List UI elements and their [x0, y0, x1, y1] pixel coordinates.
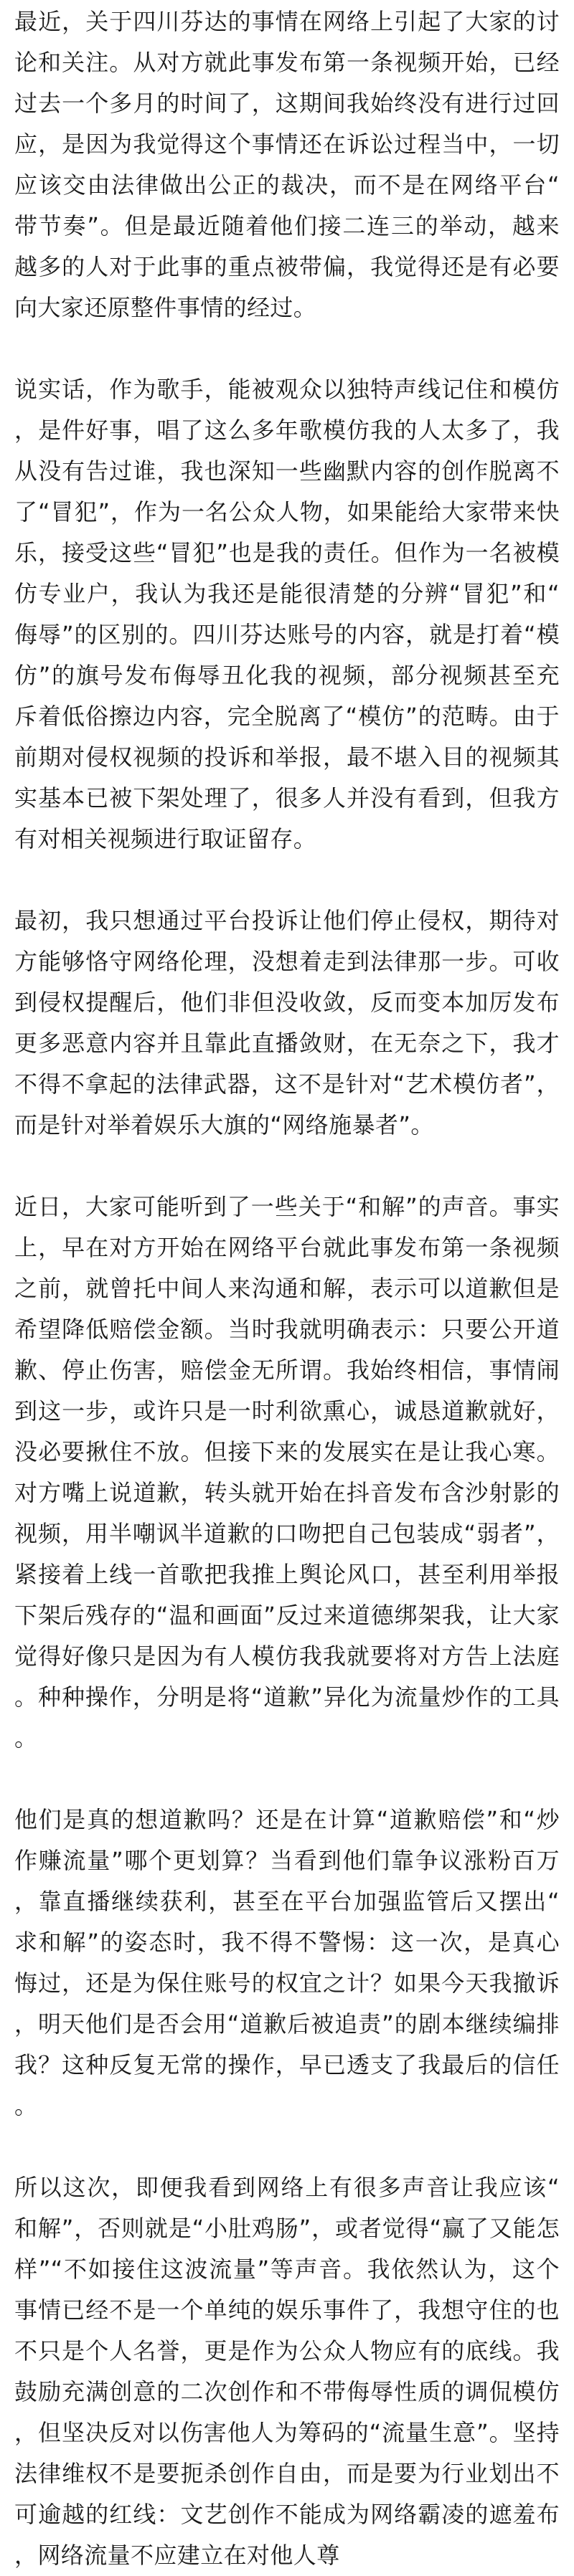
paragraph-reconciliation: 近日，大家可能听到了一些关于“和解”的声音。事实上，早在对方开始在网络平台就此事发布第一条视频之前，就曾托中间人来沟通和解，表示可以道歉但是希望降低赔偿金额。当时我就明确表示：只要公开道歉、停止伤害，赔偿金无所谓。我始终相信，事情闹到这一步，或许只是一时利欲熏心，诚恳道歉就好，没必要揪住不放。但接下来的发展实在是让我心寒。对方嘴上说道歉，转头就开始在抖音发布含沙射影的视频，用半嘲讽半道歉的口吻把自己包装成“弱者”，紧接着上线一首歌把我推上舆论风口，甚至利用举报下架后残存的“温和画面”反过来道德绑架我，让大家觉得好像只是因为有人模仿我我就要将对方告上法庭。种种操作，分明是将“道歉”异化为流量炒作的工具。 [14, 1193, 560, 1752]
statement-article [14, 1, 560, 2576]
paragraph-bottom-line: 所以这次，即便我看到网络上有很多声音让我应该“和解”，否则就是“小肚鸡肠”，或者觉得“赢了又能怎样”“不如接住这波流量”等声音。我依然认为，这个事情已经不是一个单纯的娱乐事件了，我想守住的也不只是个人名誉，更是作为公众人物应有的底线。我鼓励充满创意的二次创作和不带侮辱性质的调侃模仿，但坚决反对以伤害他人为筹码的“流量生意”。坚持法律维权不是要扼杀创作自由，而是要为行业划出不可逾越的红线：文艺创作不能成为网络霸凌的遮羞布，网络流量不应建立在对他人尊 [14, 2174, 560, 2569]
paragraph-sincerity: 他们是真的想道歉吗？还是在计算“道歉赔偿”和“炒作赚流量”哪个更划算？当看到他们靠争议涨粉百万，靠直播继续获利，甚至在平台加强监管后又摆出“求和解”的姿态时，我不得不警惕：这一次，是真心悔过，还是为保住账号的权宜之计？如果今天我撤诉，明天他们是否会用“道歉后被追责”的剧本继续编排我？这种反复无常的操作，早已透支了我最后的信任。 [14, 1806, 560, 2119]
paragraph-intro: 最近，关于四川芬达的事情在网络上引起了大家的讨论和关注。从对方就此事发布第一条视频开始，已经过去一个多月的时间了，这期间我始终没有进行过回应，是因为我觉得这个事情还在诉讼过程当中，一切应该交由法律做出公正的裁决，而不是在网络平台“带节奏”。但是最近随着他们接二连三的举动，越来越多的人对于此事的重点被带偏，我觉得还是有必要向大家还原整件事情的经过。 [14, 8, 560, 321]
paragraph-legal-action: 最初，我只想通过平台投诉让他们停止侵权，期待对方能够恪守网络伦理，没想着走到法律那一步。可收到侵权提醒后，他们非但没收敛，反而变本加厉发布更多恶意内容并且靠此直播敛财，在无奈之下，我才不得不拿起的法律武器，这不是针对“艺术模仿者”，而是针对举着娱乐大旗的“网络施暴者”。 [14, 907, 560, 1139]
paragraph-imitation: 说实话，作为歌手，能被观众以独特声线记住和模仿，是件好事，唱了这么多年歌模仿我的人太多了，我从没有告过谁，我也深知一些幽默内容的创作脱离不了“冒犯”，作为一名公众人物，如果能给大家带来快乐，接受这些“冒犯”也是我的责任。但作为一名被模仿专业户，我认为我还是能很清楚的分辨“冒犯”和“侮辱”的区别的。四川芬达账号的内容，就是打着“模仿”的旗号发布侮辱丑化我的视频，部分视频甚至充斥着低俗擦边内容，完全脱离了“模仿”的范畴。由于前期对侵权视频的投诉和举报，最不堪入目的视频其实基本已被下架处理了，很多人并没有看到，但我方有对相关视频进行取证留存。 [14, 376, 560, 852]
